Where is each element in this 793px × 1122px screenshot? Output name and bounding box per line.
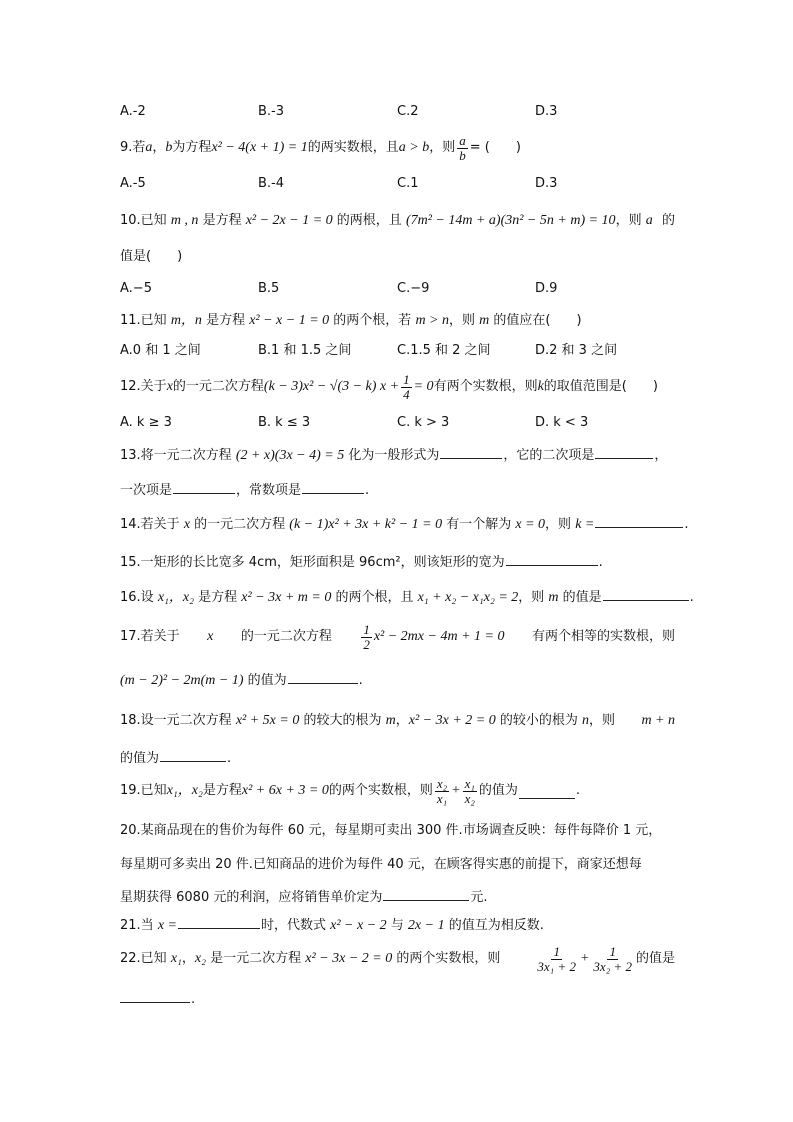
q9-fraction-numerator: a — [459, 132, 466, 148]
q10-text: 是方程 — [198, 213, 246, 228]
q9-text: 9.若 — [120, 140, 146, 155]
q22-fraction-1-denominator: 3x₁ + 2 — [537, 958, 576, 974]
q12-equation: (k − 3)x² − √(3 − k) x + — [263, 379, 400, 394]
q11-option-c: C.1.5 和 2 之间 — [397, 343, 491, 358]
q14-equation: (k − 1)x² + 3x + k² − 1 = 0 — [289, 517, 443, 532]
q22-text: 是一元二次方程 — [206, 951, 306, 966]
q19-vars: x₁，x₂ — [166, 783, 203, 798]
q10-text-end: 的 — [661, 213, 675, 228]
q9-var-b: b — [165, 140, 173, 155]
q18-text: 的较大的根为 — [299, 713, 386, 728]
q22-fraction-2-numerator: 1 — [609, 943, 616, 959]
q17-text: 的值为 — [243, 673, 287, 688]
question-20-line-2: 每星期可多卖出 20 件.已知商品的进价为每件 40 元，在顾客得实惠的前提下，商家还想每 — [120, 857, 642, 872]
q18-equation-1: x² + 5x = 0 — [235, 713, 300, 728]
q12-text: 的一元二次方程 — [172, 379, 264, 394]
q19-text: 19.已知 — [120, 783, 167, 798]
q11-text: 的两个根，若 — [329, 313, 416, 328]
question-9 — [120, 134, 521, 162]
q20-blank-answer[interactable] — [383, 886, 469, 901]
q12-fraction — [401, 373, 412, 402]
q12-var: x — [166, 379, 173, 394]
q12-option-c: C. k > 3 — [397, 415, 450, 430]
q13-text: 一次项是 — [120, 483, 173, 498]
q19-text: 的两个实数根，则 — [328, 783, 433, 798]
question-17-line-1 — [120, 622, 675, 652]
q10-equation: x² − 2x − 1 = 0 — [245, 213, 333, 228]
q19-fraction-1 — [435, 777, 449, 806]
q16-blank-answer[interactable] — [603, 586, 689, 601]
q15-text: 15.一矩形的长比宽多 4cm，矩形面积是 96 — [120, 555, 376, 570]
q14-text: 的一元二次方程 — [190, 517, 290, 532]
question-10-line-1 — [120, 211, 675, 231]
q11-var: m — [479, 313, 490, 328]
q16-text: 的值是 — [558, 590, 602, 605]
q14-solution: x = 0 — [515, 517, 546, 532]
q19-fraction-2 — [463, 777, 477, 806]
q16-var: m — [548, 590, 559, 605]
q19-text: 是方程 — [202, 783, 242, 798]
q19-plus: + — [451, 783, 461, 798]
question-17-line-2 — [120, 669, 363, 691]
q15-blank-answer[interactable] — [506, 551, 598, 566]
q10-vars: m , n — [170, 213, 199, 228]
q9-fraction-denominator: b — [459, 147, 466, 163]
q13-blank-linear-term[interactable] — [173, 479, 235, 494]
q16-condition: x₁ + x₂ − x₁x₂ = 2 — [417, 590, 519, 605]
q9-var-a: a — [145, 140, 153, 155]
q18-blank-answer[interactable] — [160, 747, 226, 762]
q12-option-d: D. k < 3 — [535, 415, 589, 430]
q13-text: 13.将一元二次方程 — [120, 448, 236, 463]
q11-text: 的值应在( ) — [489, 313, 582, 328]
q21-expression-1: x² − x − 2 — [330, 918, 387, 933]
q8-option-b: B.-3 — [258, 104, 285, 119]
q22-blank-answer[interactable] — [120, 988, 190, 1003]
q15-unit: cm² — [375, 555, 401, 570]
q16-text: 是方程 — [193, 590, 242, 605]
q20-text: 星期获得 6080 元的利润，应将销售单价定为 — [120, 890, 383, 905]
question-22-line-2 — [120, 988, 195, 1010]
q19-fraction-1-denominator: x₁ — [436, 790, 448, 806]
q14-blank-answer[interactable] — [595, 513, 683, 528]
q17-text: 有两个相等的实数根，则 — [531, 629, 675, 644]
q21-blank-answer[interactable] — [178, 914, 260, 929]
q11-option-d: D.2 和 3 之间 — [535, 343, 618, 358]
q9-text: ，则 — [429, 140, 456, 155]
question-22-line-1 — [120, 942, 675, 976]
q16-text: ，则 — [518, 590, 549, 605]
q12-option-a: A. k ≥ 3 — [120, 415, 172, 430]
q14-text: ，则 — [545, 517, 576, 532]
q19-blank-answer[interactable] — [519, 784, 575, 799]
q16-equation: x² − 3x + m = 0 — [241, 590, 332, 605]
q13-text: ， — [654, 448, 668, 463]
q21-text: 21.当 — [120, 918, 158, 933]
q21-text: 与 — [386, 918, 408, 933]
q12-var-k: k — [537, 379, 544, 394]
question-20-line-3 — [120, 886, 488, 908]
q9-fraction — [457, 134, 468, 163]
q22-fraction-2 — [591, 945, 634, 974]
q16-text: 16.设 — [120, 590, 158, 605]
q19-fraction-1-numerator: x₂ — [436, 775, 448, 791]
q8-option-c: C.2 — [397, 104, 419, 119]
q20-text: 元. — [470, 890, 488, 905]
q13-text: . — [365, 483, 370, 498]
q22-x1: x₁ — [170, 951, 182, 966]
q9-text: = ( ) — [469, 140, 521, 155]
q18-var-n: n — [581, 713, 589, 728]
q14-k: k = — [575, 517, 595, 532]
q10-text: 的两根，且 — [332, 213, 406, 228]
q17-text: 的一元二次方程 — [240, 629, 332, 644]
q21-expression-2: 2x − 1 — [407, 918, 445, 933]
q22-fraction-2-denominator: 3x₂ + 2 — [593, 958, 632, 974]
q14-end: . — [684, 517, 689, 532]
q19-end: . — [575, 783, 581, 798]
q12-fraction-denominator: 4 — [403, 386, 410, 402]
q10-text: ，则 — [615, 213, 646, 228]
q18-equation-2: x² − 3x + 2 = 0 — [408, 713, 496, 728]
q11-text: 11.已知 — [120, 313, 171, 328]
q18-text: 的较小的根为 — [495, 713, 582, 728]
q17-blank-answer[interactable] — [288, 669, 358, 684]
q16-vars: x₁，x₂ — [157, 590, 194, 605]
q22-equation: x² − 3x − 2 = 0 — [305, 951, 393, 966]
q17-var: x — [207, 629, 214, 644]
q19-fraction-2-denominator: x₂ — [464, 790, 475, 806]
q14-text: 14.若关于 — [120, 517, 184, 532]
q11-option-a: A.0 和 1 之间 — [120, 343, 201, 358]
q9-option-a: A.-5 — [120, 176, 146, 191]
q10-condition: (7m² − 14m + a)(3n² − 5n + m) = 10 — [405, 213, 616, 228]
question-20-line-1: 20.某商品现在的售价为每件 60 元，每星期可卖出 300 件.市场调查反映：每件每降价 1 元， — [120, 823, 662, 838]
q13-blank-general-form[interactable] — [440, 444, 502, 459]
q15-text: ，则该矩形的宽为 — [400, 555, 505, 570]
q17-fraction — [361, 623, 372, 652]
q12-fraction-numerator: 1 — [403, 371, 410, 387]
question-18-line-2 — [120, 747, 231, 769]
q10-option-a: A.−5 — [120, 281, 152, 296]
q8-option-a: A.-2 — [120, 104, 146, 119]
q11-condition: m > n — [415, 313, 449, 328]
q9-option-c: C.1 — [397, 176, 419, 191]
q11-text: 是方程 — [201, 313, 250, 328]
q9-text: 为方程 — [172, 140, 212, 155]
q22-end: . — [191, 992, 196, 1007]
q11-vars: m，n — [170, 313, 202, 328]
q10-option-b: B.5 — [258, 281, 280, 296]
q12-text: 的取值范围是( ) — [543, 379, 658, 394]
q18-sum: m + n — [641, 713, 675, 728]
q13-text: ，常数项是 — [236, 483, 302, 498]
q22-text: 的两个实数根，则 — [392, 951, 501, 966]
question-15 — [120, 551, 603, 573]
q9-equation: x² − 4(x + 1) = 1 — [211, 140, 308, 155]
question-10-line-2: 值是( ) — [120, 249, 183, 264]
q18-text: ， — [395, 713, 409, 728]
q15-end: . — [598, 555, 603, 570]
q13-text: 化为一般形式为 — [344, 448, 440, 463]
question-13-line-2 — [120, 479, 369, 501]
question-13-line-1 — [120, 444, 667, 466]
q10-option-d: D.9 — [535, 281, 558, 296]
q12-text: 有两个实数根，则 — [433, 379, 538, 394]
q10-var-a: a — [645, 213, 653, 228]
q22-plus: + — [579, 951, 590, 966]
q11-option-b: B.1 和 1.5 之间 — [258, 343, 352, 358]
q17-expression: (m − 2)² − 2m(m − 1) — [120, 673, 244, 688]
q19-fraction-2-numerator: x₁ — [464, 775, 475, 791]
q17-fraction-denominator: 2 — [363, 636, 370, 652]
q22-x2: x₂ — [194, 951, 207, 966]
q9-option-b: B.-4 — [258, 176, 285, 191]
q14-var: x — [183, 517, 191, 532]
q21-var: x = — [157, 918, 177, 933]
q18-text: 的值为 — [120, 751, 160, 766]
q17-end: . — [358, 673, 363, 688]
q17-fraction-numerator: 1 — [363, 621, 370, 637]
q22-comma: ， — [181, 951, 195, 966]
q17-text: 17.若关于 — [120, 629, 180, 644]
q22-text: 的值是 — [635, 951, 675, 966]
q13-text: ，它的二次项是 — [503, 448, 595, 463]
q9-option-d: D.3 — [535, 176, 558, 191]
q11-text: ，则 — [449, 313, 480, 328]
q13-blank-quadratic-term[interactable] — [595, 444, 653, 459]
question-12 — [120, 372, 658, 402]
q14-text: 有一个解为 — [442, 517, 516, 532]
q12-text: 12.关于 — [120, 379, 167, 394]
q9-text: 的两实数根，且 — [307, 140, 399, 155]
q8-option-d: D.3 — [535, 104, 558, 119]
q11-equation: x² − x − 1 = 0 — [249, 313, 330, 328]
question-11 — [120, 311, 582, 331]
q18-text: ，则 — [588, 713, 615, 728]
q18-end: . — [227, 751, 232, 766]
question-14 — [120, 513, 689, 535]
q21-text: 的值互为相反数. — [444, 918, 544, 933]
q22-fraction-1-numerator: 1 — [553, 943, 560, 959]
q16-end: . — [689, 590, 694, 605]
q22-text: 22.已知 — [120, 951, 171, 966]
q13-equation: (2 + x)(3x − 4) = 5 — [235, 448, 345, 463]
q9-condition: a > b — [398, 140, 430, 155]
q21-text: 时，代数式 — [260, 918, 331, 933]
q18-text: 18.设一元二次方程 — [120, 713, 236, 728]
q9-comma: ， — [152, 140, 166, 155]
q12-option-b: B. k ≤ 3 — [258, 415, 311, 430]
q16-text: 的两个根，且 — [331, 590, 418, 605]
q22-fraction-1 — [535, 945, 578, 974]
question-21 — [120, 914, 544, 936]
q13-blank-constant-term[interactable] — [302, 479, 364, 494]
q19-text: 的值为 — [478, 783, 518, 798]
question-16 — [120, 586, 694, 608]
question-19 — [120, 775, 580, 807]
q19-equation: x² + 6x + 3 = 0 — [241, 783, 329, 798]
q17-equation: x² − 2mx − 4m + 1 = 0 — [373, 629, 505, 644]
q18-var-m: m — [385, 713, 396, 728]
q12-equation-end: = 0 — [413, 379, 434, 394]
q10-text: 10.已知 — [120, 213, 171, 228]
q10-option-c: C.−9 — [397, 281, 430, 296]
question-18-line-1 — [120, 711, 675, 731]
